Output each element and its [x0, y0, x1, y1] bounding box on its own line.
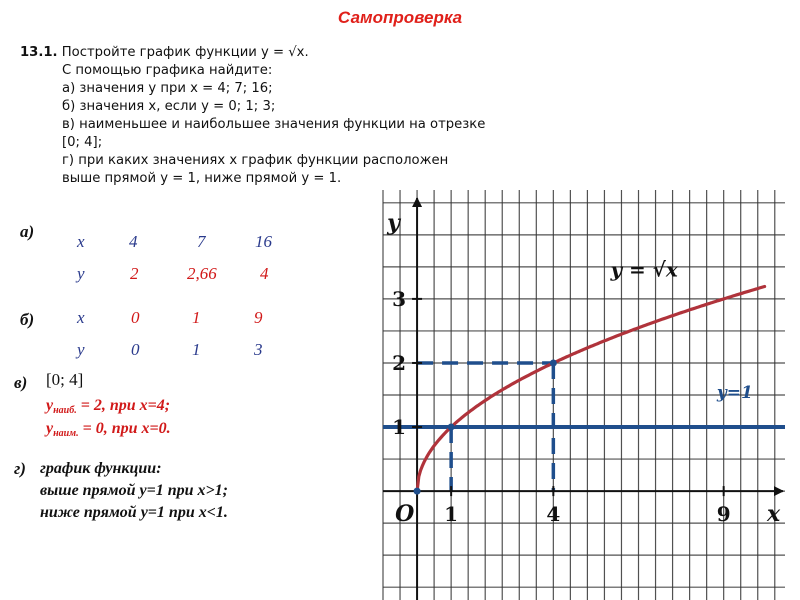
x-tick-label: 1: [444, 502, 459, 527]
y-tick-label: 2: [392, 350, 407, 375]
part-g-label: г): [14, 459, 26, 478]
part-v-min: $y_{наим.} = 0$, при x=0.: [46, 420, 171, 439]
task-line-7: г) при каких значениях x график функции расположен: [62, 153, 449, 168]
sqrt-curve: [417, 287, 764, 492]
part-b-y-value: 3: [254, 340, 263, 359]
task-line-3: а) значения y при x = 4; 7; 16;: [62, 81, 273, 96]
part-g-line-1: график функции:: [40, 460, 162, 477]
y-tick-label: 3: [392, 286, 407, 311]
task-number: 13.1.: [20, 45, 58, 60]
part-b-x-value: 0: [131, 308, 140, 327]
marked-point: [448, 424, 455, 431]
part-b-x-value: 9: [254, 308, 263, 327]
line-label: y=1: [716, 383, 753, 404]
part-a-y-value: 4: [260, 264, 269, 283]
part-a-x-value: 4: [129, 232, 138, 251]
part-a-y-value: 2,66: [187, 264, 217, 283]
task-line-6: [0; 4];: [62, 135, 103, 150]
part-v-label: в): [14, 373, 28, 392]
part-b-y-value: 1: [192, 340, 201, 359]
task-line-4: б) значения x, если y = 0; 1; 3;: [62, 99, 276, 114]
marked-point: [550, 359, 557, 366]
part-b-x-value: 1: [192, 308, 201, 327]
x-axis-title: x: [767, 501, 781, 528]
part-v-max: $y_{наиб.} = 2$, при x=4;: [46, 397, 171, 416]
page-title: Самопроверка: [337, 8, 463, 27]
task-line-2: С помощью графика найдите:: [62, 63, 273, 78]
part-a-x-label: x: [77, 232, 85, 251]
part-b-y-value: 0: [131, 340, 140, 359]
part-g-line-3: ниже прямой у=1 при x<1.: [40, 504, 228, 521]
part-g-line-2: выше прямой у=1 при x>1;: [40, 482, 228, 499]
function-label: y = √x: [610, 257, 678, 282]
task-line-8: выше прямой y = 1, ниже прямой y = 1.: [62, 171, 342, 186]
y-axis-title: y: [387, 210, 400, 236]
x-tick-label: 9: [716, 502, 731, 527]
part-a-x-value: 16: [255, 232, 272, 251]
part-a-y-value: 2: [130, 264, 139, 283]
origin-label: O: [395, 501, 415, 528]
part-a-label: а): [20, 222, 35, 241]
part-b-y-label: y: [77, 340, 85, 359]
marked-point: [414, 488, 421, 495]
part-v-interval: [0; 4]: [46, 370, 84, 389]
part-a-x-value: 7: [197, 232, 206, 251]
part-a-y-label: y: [77, 264, 85, 283]
part-b-x-label: x: [77, 308, 85, 327]
task-line-1: 13.1. Постройте график функции y = √x.: [20, 45, 309, 60]
axis-labels: [386, 210, 781, 527]
y-tick-label: 1: [392, 415, 407, 440]
part-b-label: б): [20, 310, 35, 329]
task-line-5: в) наименьшее и наибольшее значения функции на отрезке: [62, 117, 486, 132]
series-line-sqrt: [417, 287, 764, 492]
x-tick-label: 4: [546, 502, 561, 527]
